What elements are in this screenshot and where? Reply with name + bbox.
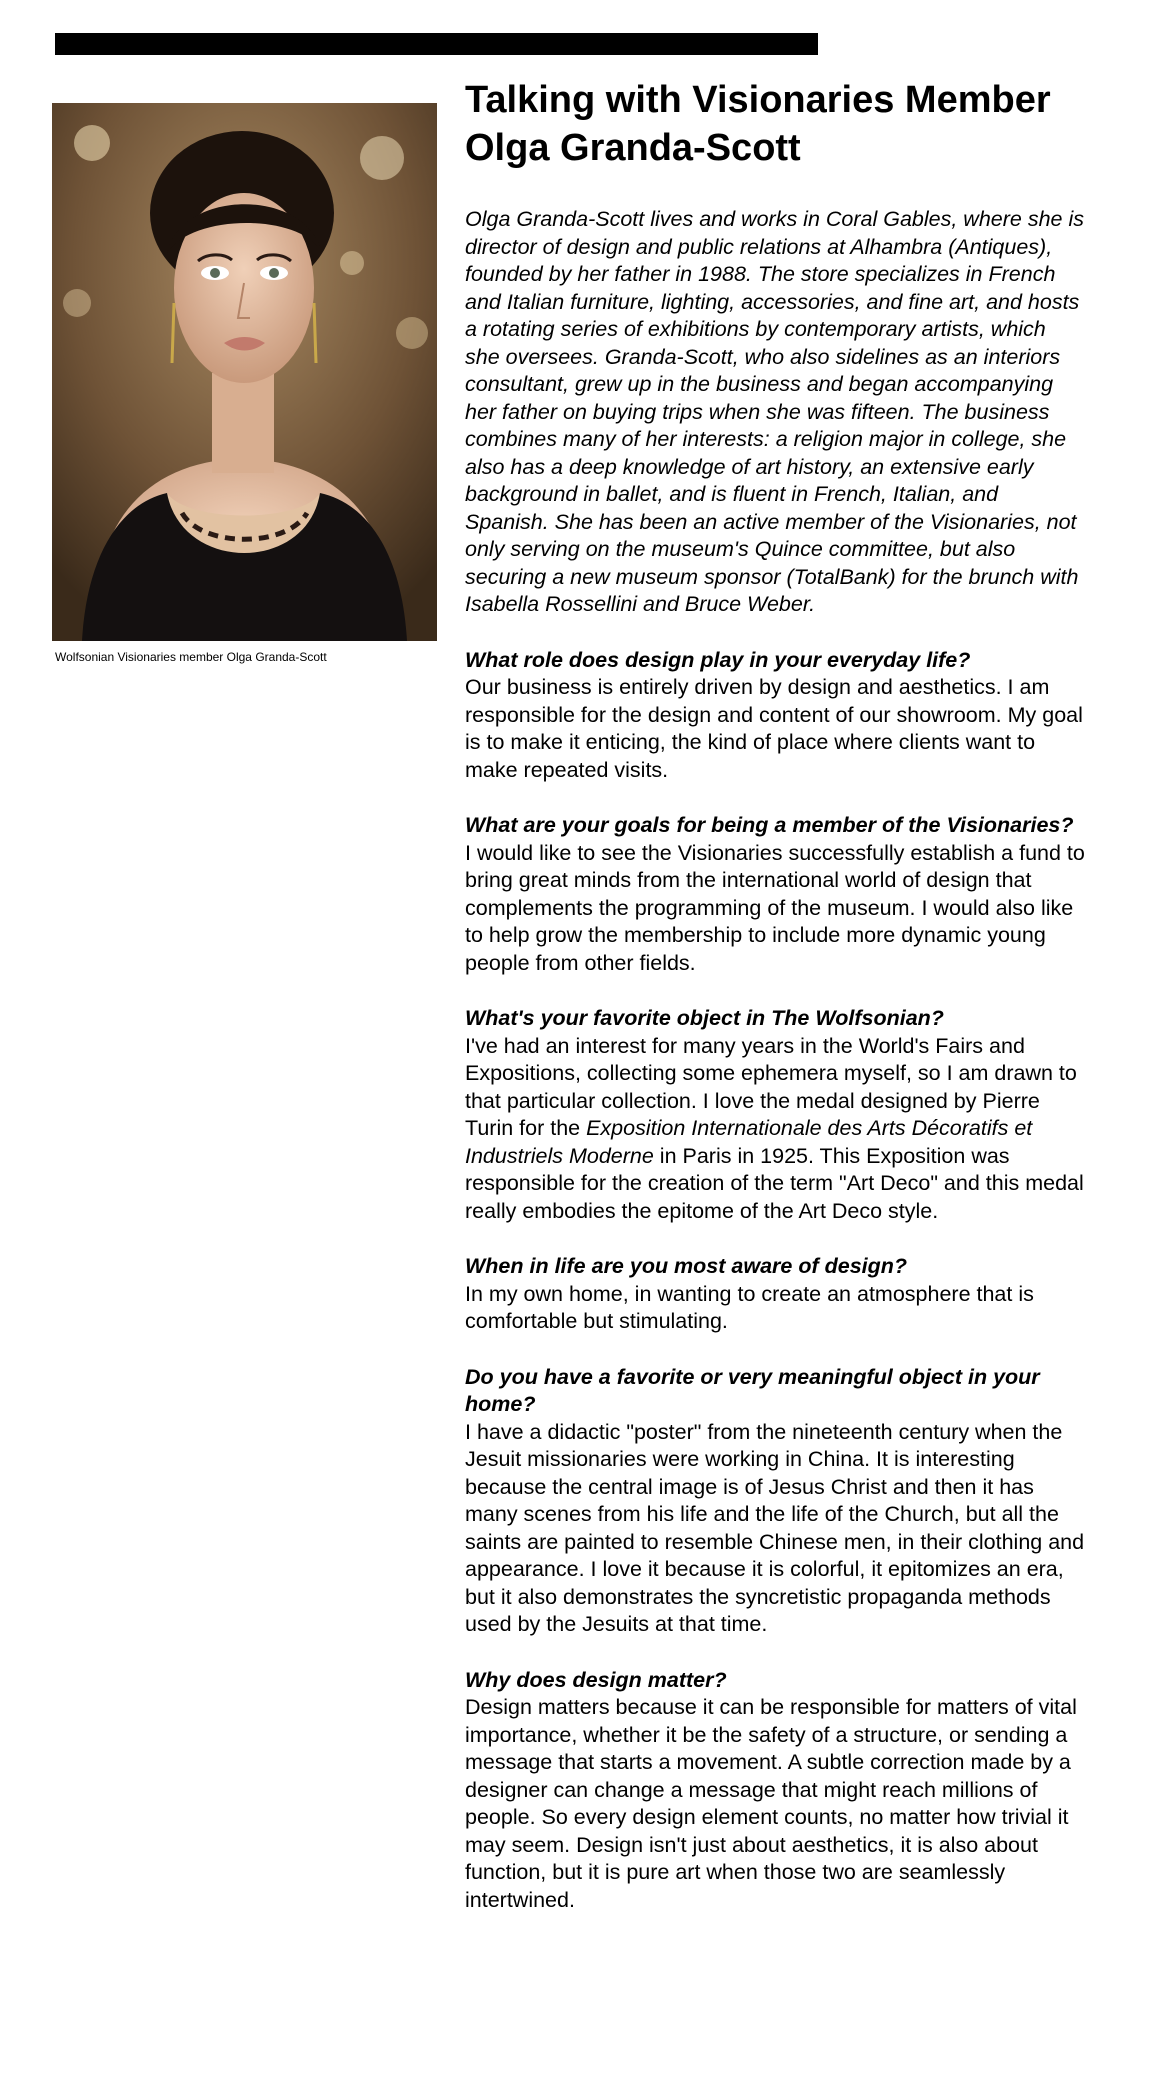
qa-item — [465, 1364, 1085, 1639]
qa-item — [465, 812, 1085, 977]
qa-item — [465, 1667, 1085, 1915]
question-text: What are your goals for being a member of the Visionaries? — [465, 813, 1074, 837]
question-text: What's your favorite object in The Wolfsonian? — [465, 1006, 944, 1030]
answer-text-part: I've had an interest for many years in the World's Fairs and Expositions, collecting some ephemera myself, so I am drawn to that particular collection. I love the medal designed by Pierre Turin for the — [465, 1033, 1077, 1140]
portrait-photo — [52, 103, 437, 641]
article — [465, 76, 1085, 1942]
answer-text — [465, 1033, 1085, 1226]
question-text: When in life are you most aware of design? — [465, 1254, 908, 1278]
qa-item — [465, 1253, 1085, 1336]
answer-text: I have a didactic "poster" from the nineteenth century when the Jesuit missionaries were working in China. It is interesting because the central image is of Jesus Christ and then it has many scenes from his life and the life of the Church, but all the saints are painted to resemble Chinese men, in their clothing and appearance. I love it because it is colorful, it epitomizes an era, but it also demonstrates the syncretistic propaganda methods used by the Jesuits at that time. — [465, 1419, 1085, 1636]
exposition-title: Exposition Internationale des Arts Décoratifs et Industriels Moderne — [465, 1116, 1033, 1168]
answer-text: I would like to see the Visionaries successfully establish a fund to bring great minds from the international world of design that complements the programming of the museum. I would also like to help grow the membership to include more dynamic young people from other fields. — [465, 840, 1085, 975]
answer-text: Design matters because it can be responsible for matters of vital importance, whether it be the safety of a structure, or sending a message that starts a movement. A subtle correction made by a designer can change a message that might reach millions of people. So every design element counts, no matter how trivial it may seem. Design isn't just about aesthetics, it is also about function, but it is pure art when those two are seamlessly intertwined. — [465, 1695, 1077, 1912]
question-text: Why does design matter? — [465, 1667, 727, 1692]
photo-caption: Wolfsonian Visionaries member Olga Granda-Scott — [55, 650, 327, 664]
qa-item — [465, 1005, 1085, 1225]
article-title: Talking with Visionaries Member Olga Granda-Scott — [465, 79, 1051, 169]
answer-text: Our business is entirely driven by design and aesthetics. I am responsible for the design and content of our showroom. My goal is to make it enticing, the kind of place where clients want to make repeated visits. — [465, 675, 1083, 782]
question-text: Do you have a favorite or very meaningful object in your home? — [465, 1364, 1040, 1416]
answer-text: In my own home, in wanting to create an atmosphere that is comfortable but stimulating. — [465, 1281, 1034, 1333]
answer-text-part: in Paris in 1925. This Exposition was responsible for the creation of the term "Art Deco" and this medal really embodies the epitome of the Art Deco style. — [465, 1143, 1084, 1223]
article-intro: Olga Granda-Scott lives and works in Coral Gables, where she is director of design and public relations at Alhambra (Antiques), founded by her father in 1988. The store specializes in French and Italian furniture, lighting, accessories, and fine art, and hosts a rotating series of exhibitions by contemporary artists, which she oversees. Granda-Scott, who also sidelines as an interiors consultant, grew up in the business and began accompanying her father on buying trips when she was fifteen. The business combines many of her interests: a religion major in college, she also has a deep knowledge of art history, an extensive early background in ballet, and is fluent in French, Italian, and Spanish. She has been an active member of the Visionaries, not only serving on the museum's Quince committee, but also securing a new museum sponsor (TotalBank) for the brunch with Isabella Rossellini and Bruce Weber. — [465, 207, 1084, 616]
question-text: What role does design play in your everyday life? — [465, 647, 971, 672]
header-bar — [55, 33, 818, 55]
qa-item — [465, 647, 1085, 785]
